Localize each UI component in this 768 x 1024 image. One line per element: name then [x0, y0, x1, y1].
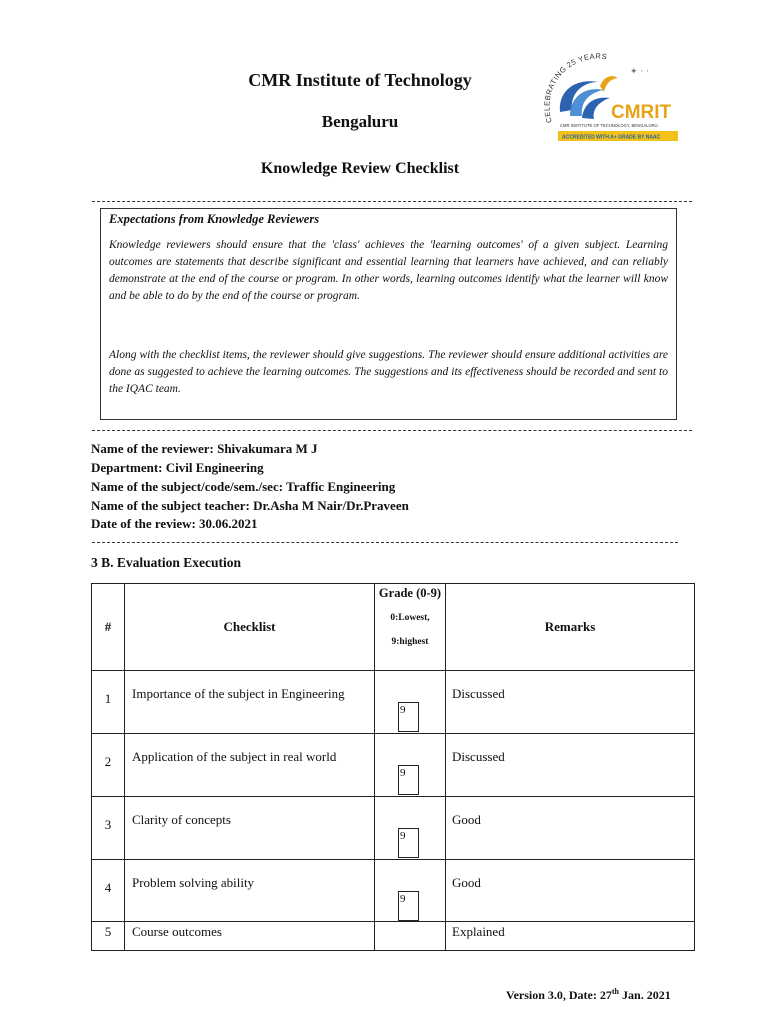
- svg-text:✦ · ·: ✦ · ·: [630, 67, 649, 77]
- reviewer-name: Name of the reviewer: Shivakumara M J: [91, 441, 318, 456]
- header-grade: [375, 584, 446, 671]
- separator-top: [92, 201, 692, 202]
- institute-name: CMR Institute of Technology: [248, 70, 472, 90]
- cmrit-logo: [540, 52, 690, 144]
- table-row: [92, 797, 695, 860]
- row-grade-cell: [375, 922, 446, 951]
- row-grade-cell: [375, 860, 446, 922]
- logo-subtitle: CMR INSTITUTE OF TECHNOLOGY, BENGALURU.: [560, 123, 659, 128]
- footer-version: [506, 987, 671, 1003]
- grade-box: 9: [398, 765, 419, 795]
- logo-arc-text: CELEBRATING 25 YEARS: [542, 52, 608, 124]
- subject-teacher: Name of the subject teacher: Dr.Asha M Nair/Dr.Praveen: [91, 498, 409, 513]
- evaluation-table: [91, 583, 695, 951]
- table-row: [92, 734, 695, 797]
- logo-badge: ACCREDITED WITH A+ GRADE BY NAAC: [562, 134, 661, 141]
- row-checklist-item: Importance of the subject in Engineering: [125, 671, 375, 734]
- row-remark: Explained: [446, 922, 695, 951]
- row-number: 3: [92, 797, 125, 860]
- row-remark: Discussed: [446, 671, 695, 734]
- row-grade-cell: [375, 671, 446, 734]
- row-number: 5: [92, 922, 125, 951]
- section-title: 3 B. Evaluation Execution: [91, 555, 242, 570]
- table-row: [92, 922, 695, 951]
- expectations-heading: Expectations from Knowledge Reviewers: [109, 212, 320, 226]
- row-checklist-item: Course outcomes: [125, 922, 375, 951]
- header-grade-title: Grade (0-9): [378, 586, 442, 600]
- row-number: 1: [92, 671, 125, 734]
- grade-box: 9: [398, 702, 419, 732]
- table-row: [92, 860, 695, 922]
- row-grade-cell: [375, 797, 446, 860]
- review-date: Date of the review: 30.06.2021: [91, 516, 258, 531]
- expectations-paragraph-2: Along with the checklist items, the reviewer should give suggestions. The reviewer should ensure additional activities are done as suggested to achieve the learning outcomes. The suggestions and its effectiveness should be recorded and sent to the IQAC team.: [109, 349, 668, 395]
- row-remark: Good: [446, 860, 695, 922]
- header-grade-low: 0:Lowest,: [390, 613, 430, 623]
- separator-mid: [92, 430, 692, 431]
- row-grade-cell: [375, 734, 446, 797]
- footer-version-rest: Jan. 2021: [619, 988, 671, 1002]
- city-name: Bengaluru: [321, 112, 399, 131]
- grade-box: 9: [398, 891, 419, 921]
- footer-sup: th: [611, 987, 620, 996]
- footer-version-text: Version 3.0, Date: 27: [506, 988, 612, 1002]
- row-remark: Good: [446, 797, 695, 860]
- document-title: Knowledge Review Checklist: [260, 160, 460, 177]
- row-remark: Discussed: [446, 734, 695, 797]
- row-checklist-item: Clarity of concepts: [125, 797, 375, 860]
- row-number: 4: [92, 860, 125, 922]
- separator-bottom: [92, 542, 678, 543]
- header-number: #: [92, 584, 125, 671]
- row-checklist-item: Application of the subject in real world: [125, 734, 375, 797]
- department: Department: Civil Engineering: [91, 460, 264, 475]
- row-number: 2: [92, 734, 125, 797]
- logo-name: CMRIT: [611, 102, 672, 123]
- table-header-row: [92, 584, 695, 671]
- header-checklist: Checklist: [125, 584, 375, 671]
- grade-box: 9: [398, 828, 419, 858]
- table-row: [92, 671, 695, 734]
- expectations-paragraph-1: Knowledge reviewers should ensure that the 'class' achieves the 'learning outcomes' of a given subject. Learning outcomes are statements that describe significant and essential learning that learners have achieved, and can reliably demonstrate at the end of the course or program. In other words, learning outcomes identify what the learner will know and be able to do by the end of the course or program.: [109, 239, 668, 302]
- header-remarks: Remarks: [446, 584, 695, 671]
- expectations-box: [100, 208, 677, 420]
- header-grade-high: 9:highest: [391, 637, 429, 647]
- subject-info: Name of the subject/code/sem./sec: Traffic Engineering: [91, 479, 396, 494]
- row-checklist-item: Problem solving ability: [125, 860, 375, 922]
